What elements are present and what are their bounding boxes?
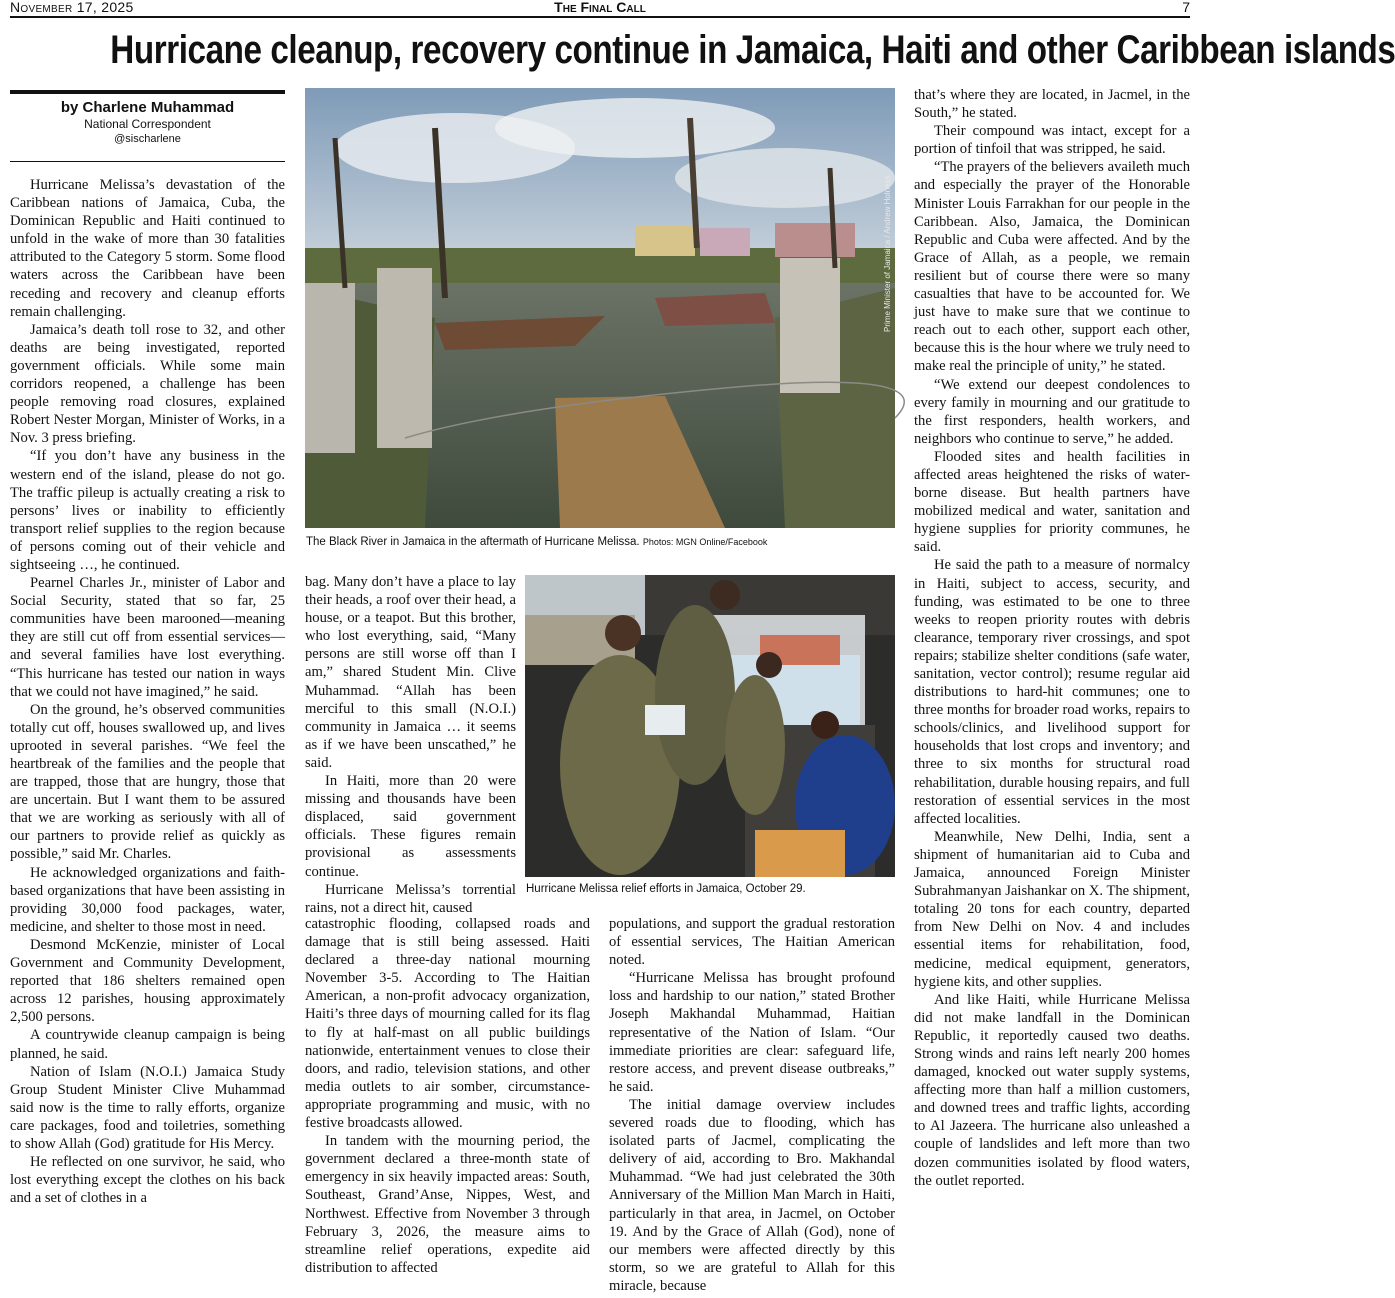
paragraph: Jamaica’s death toll rose to 32, and other deaths are being investigated, reported government officials. While some main corridors reopened, a challenge has been people removing road closures, explained Robert Nester Morgan, Minister of Works, in a Nov. 3 press briefing.	[10, 321, 285, 447]
flood-scene-illustration	[305, 88, 895, 528]
article-column-3	[609, 915, 895, 1295]
paragraph: Meanwhile, New Delhi, India, sent a shipment of humanitarian aid to Cuba and Jamaica, announced Foreign Minister Subrahmanyan Jaishankar on X. The shipment, totaling 20 tons for each country, departed from New Delhi on Nov. 4 and includes essential items for rehabilitation, food, medicine, medical equipment, generators, hygiene kits, and other supplies.	[914, 828, 1190, 990]
article-column-2-upper	[305, 573, 516, 916]
headline: Hurricane cleanup, recovery continue in Jamaica, Haiti and other Caribbean islands	[110, 28, 1395, 72]
paragraph: “The prayers of the believers availeth much and especially the prayer of the Honorable Minister Louis Farrakhan for our people in the Caribbean. Also, Jamaica, the Dominican Republic and Cuba were affected. And by the Grace of Allah, as a people, we remain resilient but of course there were so many casualties that have to be accounted for. We just have to make sure that we continue to reach out to each other, support each other, because this is the hour where we truly need to make real the principle of unity,” he stated.	[914, 159, 1190, 375]
paragraph: “Hurricane Melissa has brought profound loss and hardship to our nation,” stated Brother Joseph Makhandal Muhammad, Haitian representative of the Nation of Islam. “Our immediate priorities are clear: safeguard life, restore access, and prevent disease outbreaks,” he said.	[609, 970, 895, 1095]
paragraph: Hurricane Melissa’s torrential rains, not a direct hit, caused	[305, 881, 516, 916]
caption-text: The Black River in Jamaica in the aftermath of Hurricane Melissa.	[306, 536, 640, 548]
paragraph: Flooded sites and health facilities in affected areas heightened the risks of water-borne disease. But health partners have mobilized medical and water, sanitation and hygiene supplies for priority communes, he said.	[914, 448, 1190, 556]
paragraph: Nation of Islam (N.O.I.) Jamaica Study Group Student Minister Clive Muhammad said now is the time to rally efforts, organize care packages, food and toiletries, something to show Allah (God) gratitude for His Mercy.	[10, 1063, 285, 1152]
author-title: National Correspondent	[84, 117, 211, 131]
relief-scene-illustration	[525, 575, 895, 877]
masthead	[10, 0, 1190, 18]
paragraph: “If you don’t have any business in the western end of the island, please do not go. The traffic pileup is actually creating a risk to persons’ lives or inability to efficiently transport relief supplies to the region because of persons coming out of their vehicle and sightseeing …, he continued.	[10, 448, 285, 573]
photo-black-river	[305, 88, 895, 528]
author-handle: @sischarlene	[114, 133, 181, 145]
article-column-1	[10, 176, 285, 1294]
paragraph: “We extend our deepest condolences to every family in mourning and our gratitude to the first responders, health workers, and neighbors who continue to serve,” he added.	[914, 376, 1190, 447]
paragraph: He reflected on one survivor, he said, who lost everything except the clothes on his back and a set of clothes in a	[10, 1154, 285, 1207]
paragraph: And like Haiti, while Hurricane Melissa did not make landfall in the Dominican Republic, it reportedly caused two deaths. Strong winds and rains left nearly 200 homes damaged, knocked out water supply systems, affecting more than half a million customers, and downed trees and traffic lights, according to Al Jazeera. The hurricane also unleashed a couple of landslides and left more than two dozen communities isolated by flood waters, the outlet reported.	[914, 991, 1190, 1189]
paragraph: In Haiti, more than 20 were missing and thousands have been displaced, said government officials. These figures remain provisional as assessments continue.	[305, 773, 516, 880]
paragraph: Hurricane Melissa’s devastation of the Caribbean nations of Jamaica, Cuba, the Dominican Republic and Haiti continued to unfold in the wake of more than 30 fatalities attributed to the Category 5 storm. Some flood waters across the Caribbean have been receding and recovery and cleanup efforts remain challenging.	[10, 177, 285, 320]
paragraph: In tandem with the mourning period, the government declared a three-month state of emergency in six heavily impacted areas: South, Southeast, Grand’Anse, Nippes, West, and Northwest. Effective from November 3 through February 3, 2026, the measure aims to streamline relief operations, expedite aid distribution to affected	[305, 1133, 590, 1276]
paragraph: He said the path to a measure of normalcy in Haiti, subject to access, security, and funding, was estimated to be one to three weeks to reopen priority routes with debris clearance, temporary river crossings, and spot repairs; stabilize shelter conditions (safe water, sanitation, vector control); resume regular aid distributions to hard-hit communes; one to three months for broader road works, repairs to schools/clinics, and livelihood support for households that lost crops and inventory; and three to six months for structural road rehabilitation, durable housing repairs, and full restoration of essential services in the most affected localities.	[914, 557, 1190, 827]
paragraph: catastrophic flooding, collapsed roads and damage that is still being assessed. Haiti declared a three-day national mourning November 3-5. According to The Haitian American, a non-profit advocacy organization, Haiti’s three days of mourning called for its flag to fly at half-mast on all public buildings nationwide, entertainment venues to close their doors, and radio, television stations, and other media outlets to air somber, circumstance-appropriate programming and music, with no festive broadcasts allowed.	[305, 916, 590, 1132]
paragraph: populations, and support the gradual restoration of essential services, The Haitian American noted.	[609, 916, 895, 969]
caption-text: Hurricane Melissa relief efforts in Jamaica, October 29.	[526, 883, 806, 895]
paragraph: Their compound was intact, except for a portion of tinfoil that was stripped, he said.	[914, 123, 1190, 158]
article-column-4	[914, 86, 1190, 1296]
paragraph: On the ground, he’s observed communities totally cut off, houses swallowed up, and lives uprooted in several parishes. “We feel the heartbreak of the families and the people that are trapped, those that are hungry, those that are uncertain. But I want them to be assured that we are working as seriously with all of our partners to provide relief as quickly as possible,” said Mr. Charles.	[10, 701, 285, 863]
photo-caption-mid	[526, 882, 806, 896]
issue-date: November 17, 2025	[10, 0, 134, 15]
article-column-2-lower	[305, 915, 590, 1295]
paragraph: A countrywide cleanup campaign is being planned, he said.	[10, 1027, 285, 1062]
side-credit-text: Prime Minister of Jamaica / Andrew Holness	[883, 175, 892, 332]
paragraph: bag. Many don’t have a place to lay their heads, a roof over their head, a house, or a teapot. But this brother, who lost everything, said, “Many persons are still worse off than I am,” shared Student Min. Clive Muhammad. “Allah has been merciful to this small (N.O.I.) community in Jamaica … it seems as if we have been unscathed,” he said.	[305, 574, 516, 771]
photo-relief-efforts	[525, 575, 895, 877]
paragraph: that’s where they are located, in Jacmel, in the South,” he stated.	[914, 87, 1190, 122]
paragraph: Desmond McKenzie, minister of Local Government and Community Development, reported that 186 shelters remained open across 12 parishes, housing approximately 2,500 persons.	[10, 936, 285, 1026]
photo-caption-top	[306, 535, 767, 549]
photo-side-credit	[882, 92, 894, 332]
photo-credit: Photos: MGN Online/Facebook	[642, 537, 768, 547]
paragraph: Pearnel Charles Jr., minister of Labor and Social Security, stated that so far, 25 communities have been marooned—meaning they are still cut off from essential services—and several families have lost everything. “This hurricane has tested our nation in ways that we could not have imagined,” he said.	[10, 575, 285, 700]
paragraph: He acknowledged organizations and faith-based organizations that have been assisting in providing 30,000 food packages, water, medicine, and shelter to those most in need.	[10, 864, 285, 935]
author-name: by Charlene Muhammad	[60, 99, 235, 116]
newspaper-name: The Final Call	[554, 0, 646, 15]
byline	[10, 90, 285, 162]
page-number: 7	[1182, 0, 1190, 15]
paragraph: The initial damage overview includes severed roads due to flooding, which has isolated parts of Jacmel, complicating the delivery of aid, according to Bro. Makhandal Muhammad. “We had just celebrated the 30th Anniversary of the Million Man March in Haiti, particularly in that area, in Jacmel, on October 19. And by the Grace of Allah (God), none of our members were affected directly by this storm, so we are grateful to Allah for this miracle, because	[609, 1096, 895, 1294]
